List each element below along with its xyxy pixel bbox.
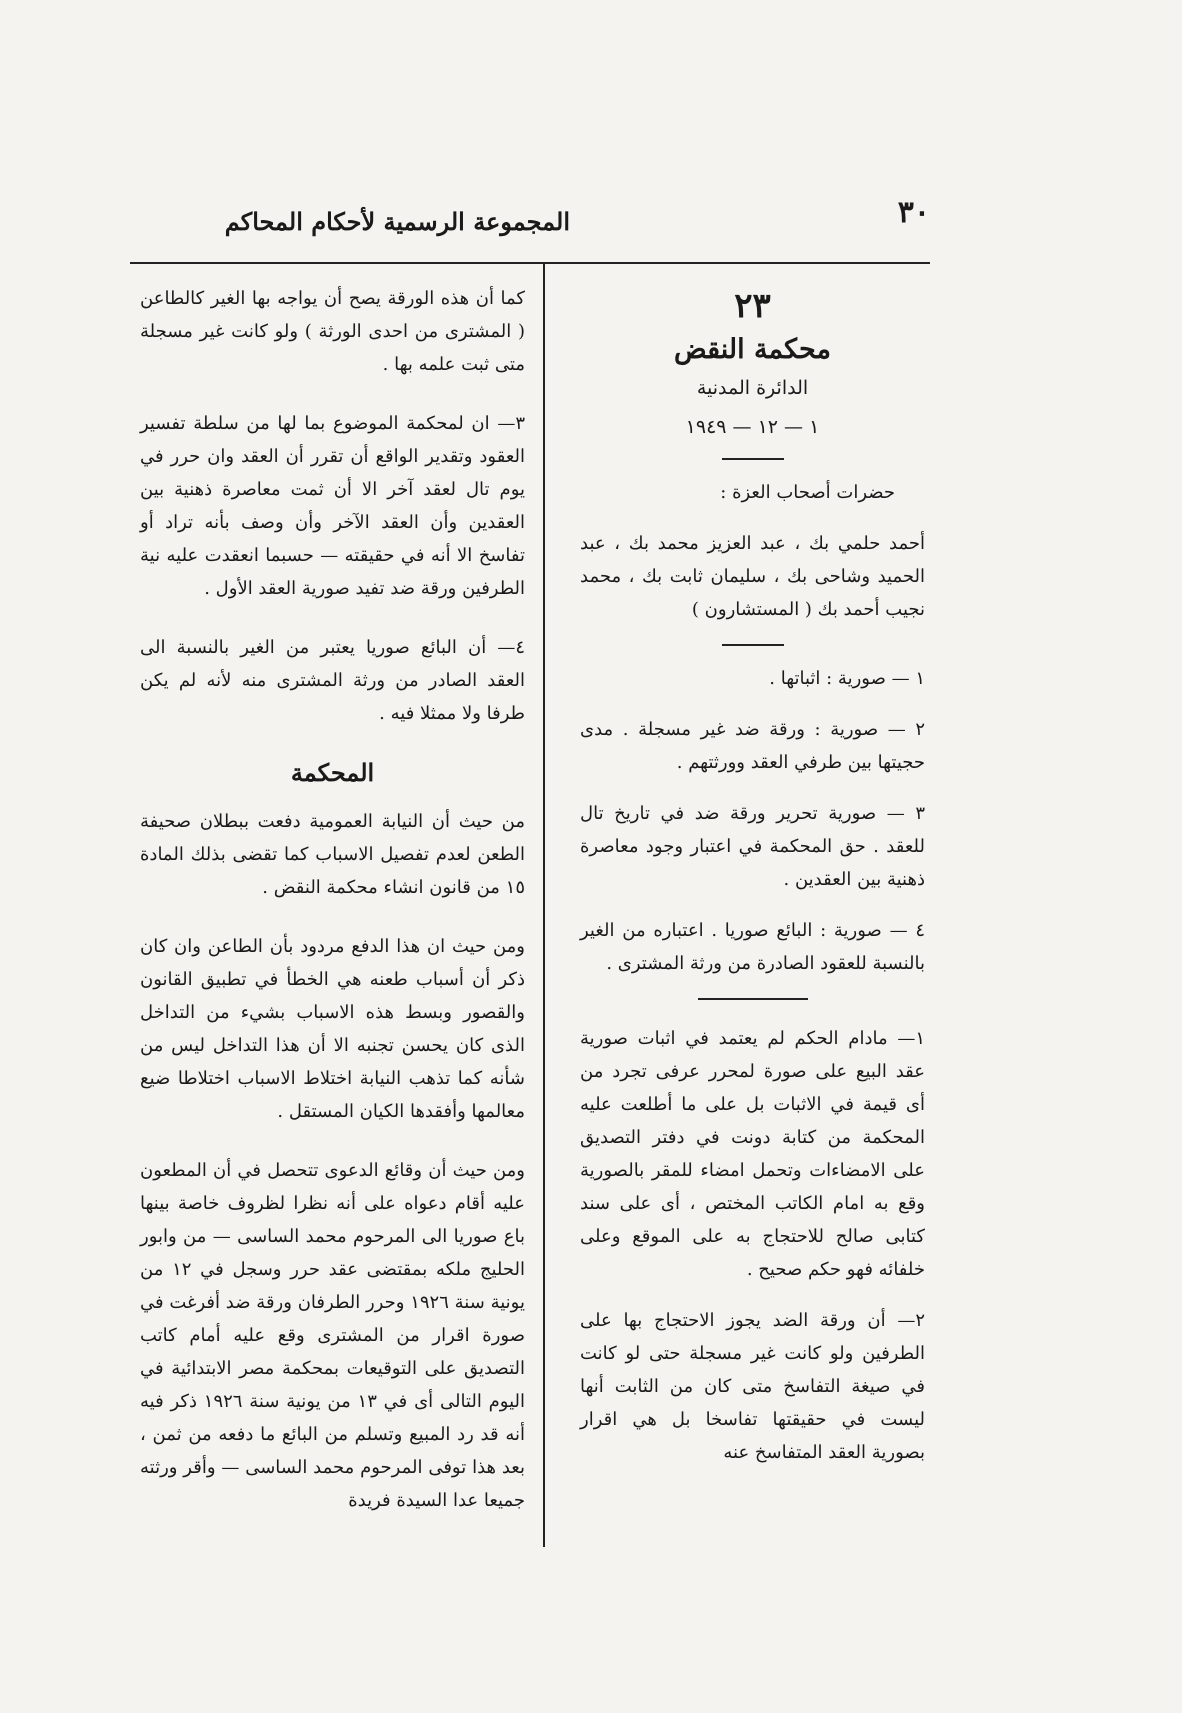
summary-item: ٢ — صورية : ورقة ضد غير مسجلة . مدى حجيتها بين طرفي العقد وورثتهم . <box>580 719 925 773</box>
body-paragraph: ٣— ان لمحكمة الموضوع بما لها من سلطة تفسير العقود وتقدير الواقع أن تقرر أن العقد وان حرر في يوم تال لعقد آخر الا أن ثمت معاصرة ذهنية بين العقدين وأن العقد الآخر وأن وصف بأنه تراد أو تفاسخ الا أنه في حقيقته — حسبما انعقدت عليه نية الطرفين ورقة ضد تفيد صورية العقد الأول . <box>140 413 525 599</box>
body-paragraph: ومن حيث ان هذا الدفع مردود بأن الطاعن وان كان ذكر أن أسباب طعنه هي الخطأ في تطبيق القانون والقصور وبسط هذه الاسباب بشيء من التداخل الذى كان يحسن تجنبه الا أن هذا التداخل ليس من شأنه كما تذهب النيابة اختلاط الاسباب اختلاطا ضيع معالمها وأفقدها الكيان المستقل . <box>140 936 525 1122</box>
separator-rule <box>722 644 784 646</box>
section-heading: المحكمة <box>290 758 375 787</box>
header-rule <box>130 262 930 264</box>
body-paragraph: كما أن هذه الورقة يصح أن يواجه بها الغير كالطاعن ( المشترى من احدى الورثة ) ولو كانت غير مسجلة متى ثبت علمه بها . <box>140 288 525 375</box>
column-divider <box>543 262 545 1547</box>
body-paragraph: من حيث أن النيابة العمومية دفعت ببطلان صحيفة الطعن لعدم تفصيل الاسباب كما تقضى بذلك المادة ١٥ من قانون انشاء محكمة النقض . <box>140 811 525 898</box>
circuit-name: الدائرة المدنية <box>696 377 809 399</box>
ruling-date: ١ — ١٢ — ١٩٤٩ <box>685 416 820 438</box>
separator-rule <box>698 998 808 1000</box>
body-paragraph: ٤— أن البائع صوريا يعتبر من الغير بالنسبة الى العقد الصادر من ورثة المشترى منه لأنه لم يكن طرفا ولا ممثلا فيه . <box>140 637 525 724</box>
running-title: المجموعة الرسمية لأحكام المحاكم <box>224 207 570 236</box>
right-column <box>580 282 925 1463</box>
principle-paragraph: ١— مادام الحكم لم يعتمد في اثبات صورية عقد البيع على صورة لمحرر عرفى تجرد من أى قيمة في الاثبات بل على ما أطلعت عليه المحكمة من كتابة دونت في دفتر التصديق على الامضاءات وتحمل امضاء للمقر بالصورية وقع به امام الكاتب المختص ، أى على سند كتابى صالح للاحتجاج به على الموقع وعلى خلفائه فهو حكم صحيح . <box>580 1028 925 1280</box>
left-column <box>140 282 525 1510</box>
case-number: ٢٣ <box>734 286 771 326</box>
court-name: محكمة النقض <box>674 334 831 365</box>
presence-title: حضرات أصحاب العزة : <box>720 482 895 503</box>
page-header <box>130 195 930 255</box>
summary-item: ١ — صورية : اثباتها . <box>769 668 925 689</box>
body-paragraph: ومن حيث أن وقائع الدعوى تتحصل في أن المطعون عليه أقام دعواه على أنه نظرا لظروف خاصة بينها باع صوريا الى المرحوم محمد الساسى — من وابور الحليج ملكه بمقتضى عقد حرر وسجل في ١٢ من يونية سنة ١٩٢٦ وحرر الطرفان ورقة ضد أفرغت في صورة اقرار من المشترى وقع عليه أمام كاتب التصديق على التوقيعات بمحكمة مصر الابتدائية في اليوم التالى أى في ١٣ من يونية سنة ١٩٢٦ ذكر فيه أنه قد رد المبيع وتسلم من البائع ما دفعه من ثمن ، بعد هذا توفى المرحوم محمد الساسى — وأقر ورثته جميعا عدا السيدة فريدة <box>140 1160 525 1511</box>
page-number: ٣٠ <box>897 195 930 230</box>
judges-list: أحمد حلمي بك ، عبد العزيز محمد بك ، عبد الحميد وشاحى بك ، سليمان ثابت بك ، محمد نجيب أحمد بك ( المستشارون ) <box>580 533 925 620</box>
summary-item: ٣ — صورية تحرير ورقة ضد في تاريخ تال للعقد . حق المحكمة في اعتبار وجود معاصرة ذهنية بين العقدين . <box>580 803 925 890</box>
separator-rule <box>722 458 784 460</box>
principle-paragraph: ٢— أن ورقة الضد يجوز الاحتجاج بها على الطرفين ولو كانت غير مسجلة حتى لو كانت في صيغة التفاسخ متى كان من الثابت أنها ليست في حقيقتها تفاسخا بل هي اقرار بصورية العقد المتفاسخ عنه <box>580 1310 925 1463</box>
summary-item: ٤ — صورية : البائع صوريا . اعتباره من الغير بالنسبة للعقود الصادرة من ورثة المشترى . <box>580 920 925 974</box>
